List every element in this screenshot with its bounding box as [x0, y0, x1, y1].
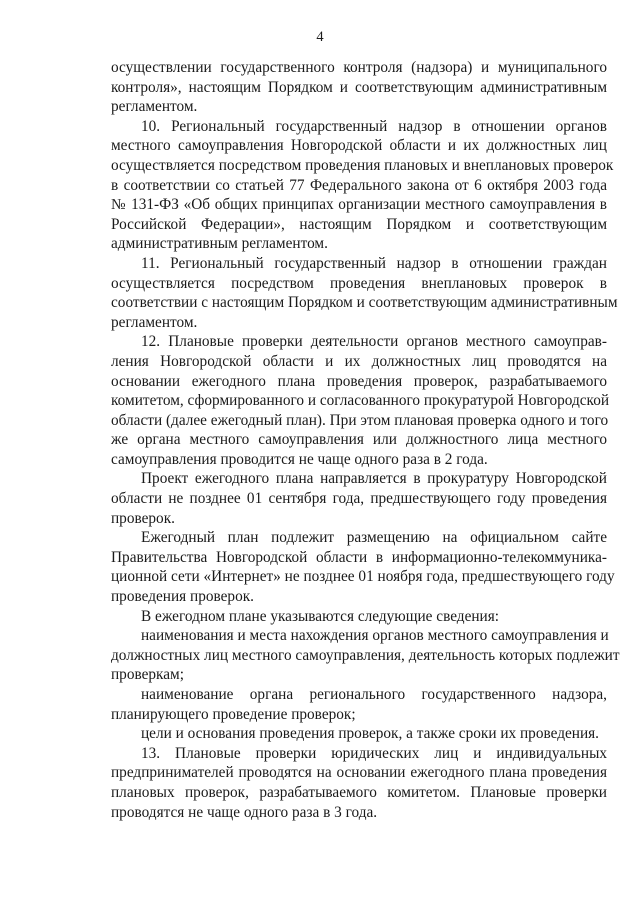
text-line: осуществляется посредством проведения внеплановых проверок в: [111, 274, 607, 292]
paragraph-start: Ежегодный план подлежит размещению на официальном сайте: [141, 529, 607, 547]
text-line: основании ежегодного плана проведения проверок, разрабатываемого: [111, 372, 607, 390]
text-line: плановых проверок, разрабатываемого комитетом. Плановые проверки: [111, 783, 607, 801]
text-line: самоуправления проводится не чаще одного раза в 2 года.: [111, 450, 488, 468]
text-line: осуществлении государственного контроля (надзора) и муниципального: [111, 59, 607, 76]
text-line: Правительства Новгородской области в информационно-телекоммуника-: [111, 548, 607, 566]
text-line: области не позднее 01 сентября года, предшествующего году проведения: [111, 490, 607, 508]
paragraph-start: В ежегодном плане указываются следующие сведения:: [141, 607, 500, 625]
text-line: должностных лиц местного самоуправления, деятельность которых подлежит: [111, 646, 620, 664]
paragraph-start: Проект ежегодного плана направляется в прокуратуру Новгородской: [141, 470, 607, 488]
text-line: местного самоуправления Новгородской области и их должностных лиц: [111, 137, 607, 155]
paragraph-12-start: 12. Плановые проверки деятельности органов местного самоуправ-: [141, 333, 607, 351]
text-line: ционной сети «Интернет» не позднее 01 ноября года, предшествующего году: [111, 568, 615, 586]
text-line: области (далее ежегодный план). При этом плановая проверка одного и того: [111, 411, 609, 429]
paragraph-10-start: 10. Региональный государственный надзор в отношении органов: [141, 117, 607, 135]
list-item: цели и основания проведения проверок, а также сроки их проведения.: [141, 725, 600, 743]
text-line: же органа местного самоуправления или должностного лица местного: [111, 431, 607, 449]
text-line: ления Новгородской области и их должностных лиц проводятся на: [111, 352, 607, 370]
text-line: проверкам;: [111, 666, 184, 684]
text-line: планирующего проведение проверок;: [111, 705, 356, 723]
list-item: наименование органа регионального государственного надзора,: [141, 686, 607, 703]
text-line: регламентом.: [111, 313, 198, 331]
text-line: комитетом, сформированного и согласованного прокуратурой Новгородской: [111, 392, 610, 410]
text-line: административным регламентом.: [111, 235, 328, 253]
text-line: в соответствии со статьей 77 Федерального закона от 6 октября 2003 года: [111, 176, 607, 194]
text-line: соответствии с настоящим Порядком и соответствующим административным: [111, 294, 618, 312]
paragraph-13-start: 13. Плановые проверки юридических лиц и индивидуальных: [141, 744, 607, 762]
text-line: предпринимателей проводятся на основании ежегодного плана проведения: [111, 764, 607, 782]
text-line: регламентом.: [111, 98, 198, 116]
page-number: 4: [316, 29, 324, 45]
paragraph-11-start: 11. Региональный государственный надзор в отношении граждан: [141, 254, 607, 272]
text-line: проверок.: [111, 509, 175, 527]
text-line: осуществляется посредством проведения плановых и внеплановых проверок: [111, 156, 614, 174]
text-line: № 131-ФЗ «Об общих принципах организации местного самоуправления в: [111, 196, 607, 214]
text-line: проводятся не чаще одного раза в 3 года.: [111, 803, 378, 821]
list-item: наименования и места нахождения органов местного самоуправления и: [141, 627, 609, 645]
text-line: контроля», настоящим Порядком и соответствующим административным: [111, 78, 607, 96]
text-line: Российской Федерации», настоящим Порядком и соответствующим: [111, 215, 607, 233]
document-body: [111, 58, 620, 822]
text-line: проведения проверок.: [111, 588, 254, 606]
